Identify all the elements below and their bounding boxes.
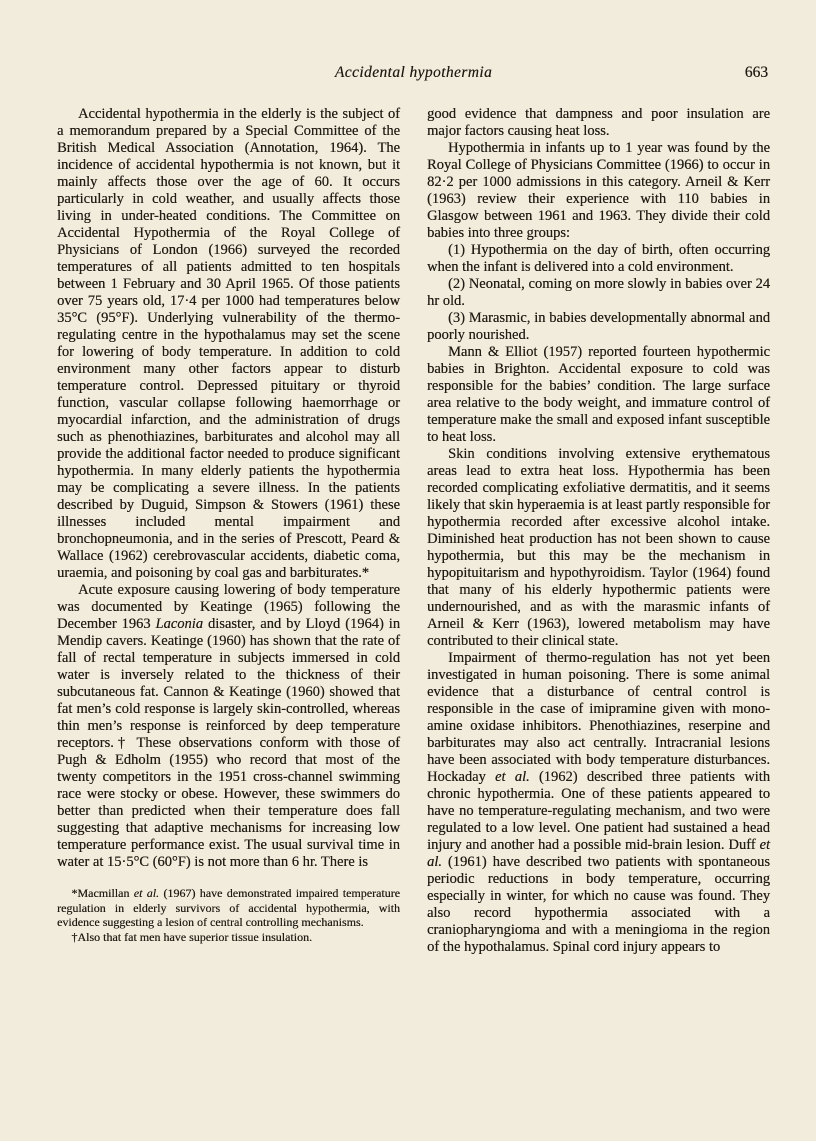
page-number: 663 <box>744 64 768 81</box>
text-run: et al. <box>133 886 160 900</box>
paragraph <box>57 106 400 582</box>
paragraph <box>427 344 770 446</box>
text-run: (1967) have demonstrated impaired temperature regulation in elderly survivors of accidental hypothermia, with evidence suggesting a lesion of central controlling mechanisms. <box>57 886 400 930</box>
text-run: Acute exposure causing lowering of body temperature was documented by Keatinge (1965) following the December 1963 <box>57 582 400 632</box>
text-run: †Also that fat men have superior tissue insulation. <box>71 929 313 944</box>
text-run: disaster, and by Lloyd (1964) in Mendip cavers. Keatinge (1960) has shown that the rate of fall of rectal temperature in subjects immersed in cold water is inversely related to the thickness of their subcutaneous fat. Cannon & Keatinge (1960) showed that fat men’s cold response is largely skin-controlled, whereas thin men’s response is reinforced by deep temperature receptors.† These observations conform with those of Pugh & Edholm (1955) who record that most of the twenty competitors in the 1951 cross-channel swimming race were stocky or obese. However, these swimmers do better than predicted when their temperature does fall suggesting that adaptive mechanisms for increasing low temperature performance exist. The usual survival time in water at 15·5°C (60°F) is not more than 6 hr. There is <box>57 616 400 870</box>
text-columns <box>57 106 770 956</box>
page-header <box>57 64 770 84</box>
paragraph <box>427 446 770 650</box>
text-run: Skin conditions involving extensive erythematous areas lead to extra heat loss. Hypothermia has been recorded complicating exfoliative dermatitis, and it seems likely that skin hyperaemia is at least partly responsible for hypothermia recorded after excessive alcohol intake. Diminished heat production has not been shown to cause hypothermia, but this may be the mechanism in hypopituitarism and hypothyroidism. Taylor (1964) found that many of his elderly hypothermic patients were undernourished, and as with the marasmic infants of Arneil & Kerr (1963), lowered metabolism may have contributed to their clinical state. <box>427 446 770 649</box>
text-run: *Macmillan <box>71 886 134 900</box>
text-run: Laconia <box>155 616 203 632</box>
paragraph <box>427 650 770 956</box>
footnotes <box>57 886 400 944</box>
paragraph <box>57 582 400 871</box>
text-run: (1962) described three patients with chronic hypothermia. One of these patients appeared to have no temperature-regulating mechanism, and two were regulated to a low level. One patient had sustained a head injury and another had a possible mid-brain lesion. Duff <box>427 769 770 853</box>
right-column <box>427 106 770 956</box>
footnote <box>57 886 400 930</box>
footnote <box>57 930 400 945</box>
text-run: good evidence that dampness and poor insulation are major factors causing heat loss. <box>427 106 770 139</box>
text-run: (1) Hypothermia on the day of birth, often occurring when the infant is delivered into a cold environment. <box>427 242 770 275</box>
paragraph <box>427 140 770 242</box>
text-run: et al. <box>495 769 530 785</box>
text-run: (2) Neonatal, coming on more slowly in babies over 24 hr old. <box>427 276 770 309</box>
text-run: Accidental hypothermia in the elderly is the subject of a memorandum prepared by a Special Committee of the British Medical Association (Annotation, 1964). The incidence of accidental hypothermia is not known, but it mainly affects those over the age of 60. It occurs particularly in cold weather, and usually affects those living in under-heated conditions. The Committee on Accidental Hypothermia of the Royal College of Physicians of London (1966) surveyed the recorded temperatures of all patients admitted to ten hospitals between 1 February and 30 April 1965. Of those patients over 75 years old, 17·4 per 1000 had temperatures below 35°C (95°F). Underlying vulnerability of the thermo-regulating centre in the hypothalamus may set the scene for lowering of body temperature. In addition to cold environment many other factors appear to disturb temperature control. Depressed pituitary or thyroid function, vascular collapse following haemorrhage or myocardial infarction, and the administration of drugs such as phenothiazines, barbiturates and alcohol may all provide the additional factor needed to produce significant hypothermia. In many elderly patients the hypothermia may be complicating a severe illness. In the patients described by Duguid, Simpson & Stowers (1961) these illnesses included mental impairment and bronchopneumonia, and in the series of Prescott, Peard & Wallace (1962) cerebrovascular accidents, diabetic coma, uraemia, and poisoning by coal gas and barbiturates.* <box>57 106 400 581</box>
paragraph <box>427 276 770 310</box>
text-run: (3) Marasmic, in babies developmentally abnormal and poorly nourished. <box>427 310 770 343</box>
text-run: et al. <box>427 837 770 870</box>
text-run: Impairment of thermo-regulation has not yet been investigated in human poisoning. There is some animal evidence that a disturbance of central control is responsible in the case of imipramine given with mono-amine oxidase inhibitors. Phenothiazines, reserpine and barbiturates may also act centrally. Intracranial lesions have been associated with body temperature disturbances. Hockaday <box>427 650 770 785</box>
running-head-title: Accidental hypothermia <box>334 64 493 81</box>
text-run: Hypothermia in infants up to 1 year was found by the Royal College of Physicians Committee (1966) to occur in 82·2 per 1000 admissions in this category. Arneil & Kerr (1963) review their experience with 110 babies in Glasgow between 1961 and 1963. They divide their cold babies into three groups: <box>427 140 770 241</box>
paragraph <box>427 106 770 140</box>
text-run: Mann & Elliot (1957) reported fourteen hypothermic babies in Brighton. Accidental exposure to cold was responsible for the babies’ condition. The large surface area relative to the body weight, and immature control of temperature make the small and exposed infant susceptible to heat loss. <box>427 344 770 445</box>
text-run: (1961) have described two patients with spontaneous periodic reductions in body temperature, occurring especially in winter, for which no cause was found. They also record hypothermia associated with a craniopharyngioma and with a meningioma in the region of the hypothalamus. Spinal cord injury appears to <box>427 854 770 955</box>
paragraph <box>427 310 770 344</box>
paragraph <box>427 242 770 276</box>
left-column <box>57 106 400 956</box>
left-column-body <box>57 106 400 871</box>
